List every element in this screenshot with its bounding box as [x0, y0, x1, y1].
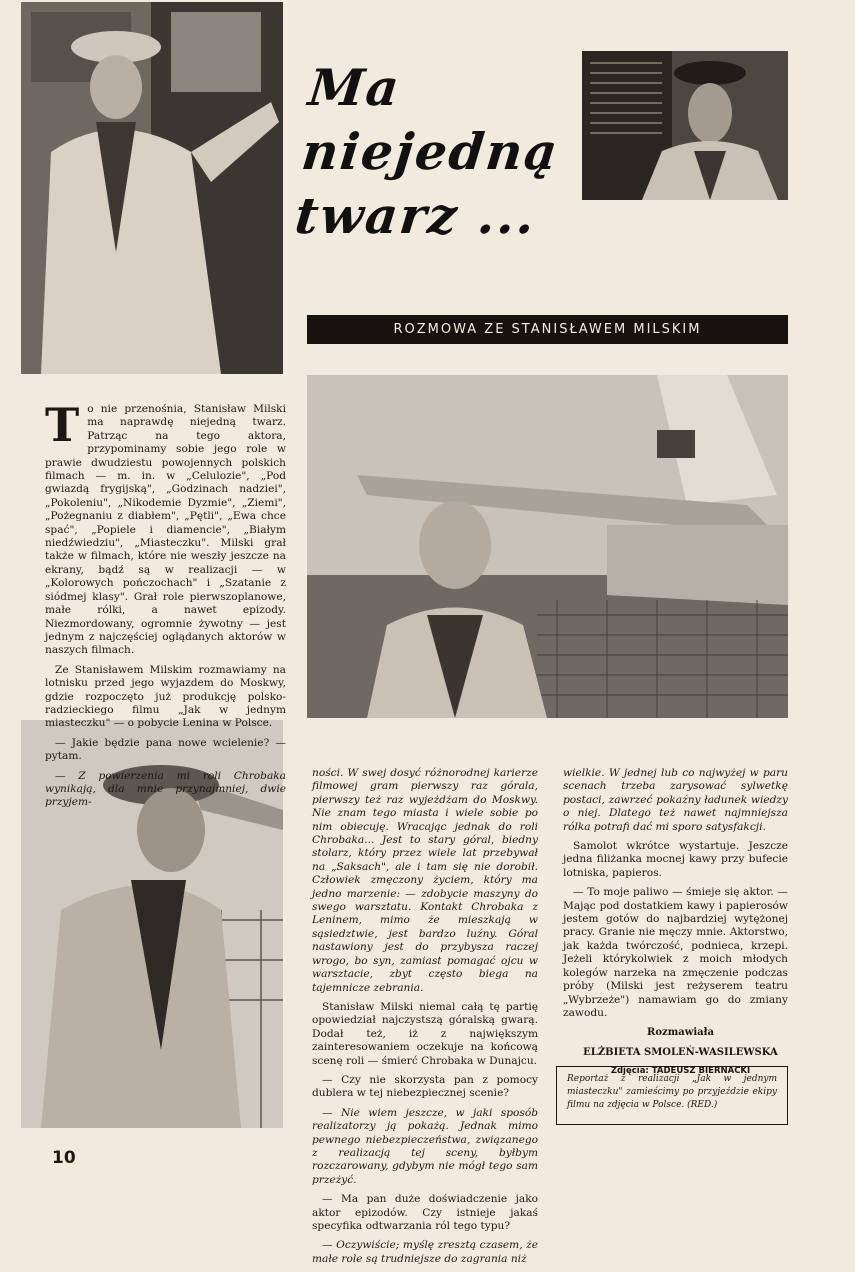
article-paragraph [45, 398, 286, 658]
photo-actor-departure-board [582, 51, 788, 200]
byline-label: Rozmawiała [647, 1027, 714, 1039]
photo-actor-bus-door [21, 2, 283, 374]
article-paragraph: ności. W swej dosyć różnorodnej karierze filmowej gram pierwszy raz górala, pierwszy też raz wyjeżdżam do Moskwy. Nie znam tego miasta i wiele sobie po nim obiecuję. Wracając jednak do roli Chrobaka... Jest to stary góral, biedny stolarz, który przez wiele lat przebywał na „Saksach", ale i tam się nie dorobił. Człowiek zmęczony życiem, który ma jedno marzenie: — zdobycie maszyny do swego warsztatu. Kontakt Chrobaka z Leninem, mimo że mieszkają w sąsiedztwie, jest bardzo luźny. Góral nastawiony jest do przybysza raczej wrogo, bo syn, zamiast pomagać ojcu w warsztacie, zbyt często biega na tajemnicze zebrania. [312, 767, 538, 994]
headline [292, 56, 582, 248]
article-paragraph: — Oczywiście; myślę zresztą czasem, że małe role są trudniejsze do zagrania niż [312, 1239, 538, 1265]
photo-credit: Zdjęcia: TADEUSZ BIERNACKI [610, 1066, 751, 1077]
photo-actor-airplane [307, 375, 788, 718]
article-column-1 [45, 398, 286, 816]
article-paragraph: — Jakie będzie pana nowe wcielenie? — pytam. [45, 736, 286, 763]
subtitle-banner: ROZMOWA ZE STANISŁAWEM MILSKIM [307, 315, 788, 344]
article-column-3 [563, 767, 788, 1085]
photo-actor-departure-board-graphic [582, 51, 788, 200]
page-number: 10 [52, 1148, 76, 1168]
byline-name: ELŻBIETA SMOLEŃ-WASILEWSKA [583, 1046, 778, 1058]
article-paragraph: — Nie wiem jeszcze, w jaki sposób realizatorzy ją pokażą. Jednak mimo pewnego niebezpieczeństwa, związanego z realizacją tej sceny, byłbym rozczarowany, gdybym nie mógł tego sam przeżyć. [312, 1106, 538, 1186]
article-paragraph: Ze Stanisławem Milskim rozmawiamy na lotnisku przed jego wyjazdem do Moskwy, gdzie rozpoczęto już produkcję polsko-radzieckiego filmu „Jak w jednym miasteczku" — o pobycie Lenina w Polsce. [45, 663, 286, 730]
article-paragraph: Samolot wkrótce wystartuje. Jeszcze jedna filiżanka mocnej kawy przy bufecie lotniska, papieros. [563, 840, 788, 879]
article-paragraph: — To moje paliwo — śmieje się aktor. — Mając pod dostatkiem kawy i papierosów jestem gotów do najbardziej wytężonej pracy. Granie nie męczy mnie. Aktorstwo, jak każda twórczość, podnieca, krzepi. Jeżeli którykolwiek z moich młodych kolegów narzeka na zmęczenie podczas próby (Milski jest reżyserem teatru „Wybrzeże") namawiam go do zmiany zawodu. [563, 886, 788, 1019]
article-paragraph: — Czy nie skorzysta pan z pomocy dublera w tej niebezpiecznej scenie? [312, 1073, 538, 1100]
article-paragraph: — Ma pan duże doświadczenie jako aktor epizodów. Czy istnieje jakaś specyfika odtwarzania ról tego typu? [312, 1193, 538, 1232]
article-paragraph: Stanisław Milski niemal całą tę partię opowiedział najczystszą góralską gwarą. Dodał też, iż z największym zainteresowaniem oczekuje na końcową scenę roli — śmierć Chrobaka w Dunajcu. [312, 1000, 538, 1067]
photo-actor-bus-door-graphic [21, 2, 283, 374]
photo-actor-airplane-graphic [307, 375, 788, 718]
article-lead-text: o nie przenośnia, Stanisław Milski ma naprawdę niejedną twarz. Patrząc na tego aktora, przypominamy sobie jego role w prawie dwudziestu powojennych polskich filmach — m. in. w „Celulozie", „Pod gwiazdą frygijską", „Godzinach nadziei", „Pokoleniu", „Nikodemie Dyzmie", „Ziemi", „Pożegnaniu z diabłem", „Pętli", „Ewa chce spać", „Popiele i diamencie", „Białym niedźwiedziu", „Miasteczku". Milski grał także w filmach, które nie weszły jeszcze na ekrany, bądź są w realizacji — w „Kolorowych pończochach" i „Szatanie z siódmej klasy". Grał role pierwszoplanowe, małe rólki, a nawet epizody. Niezmordowany, ogromnie żywotny — jest jednym z najczęściej oglądanych aktorów w naszych filmach. [45, 403, 286, 657]
editorial-note: Reportaż z realizacji „Jak w jednym miasteczku" zamieścimy po przyjeździe ekipy filmu na zdjęcia w Polsce. (RED.) [556, 1066, 788, 1125]
drop-cap: T [45, 398, 80, 452]
headline-line-3: twarz ... [292, 186, 540, 245]
headline-line-2: niejedną [298, 122, 562, 181]
headline-line-1: Ma [305, 58, 404, 117]
article-paragraph: — Z powierzenia mi roli Chrobaka wynikają, dla mnie przynajmniej, dwie przyjem- [45, 769, 286, 809]
article-column-2 [312, 767, 538, 1272]
article-paragraph: wielkie. W jednej lub co najwyżej w paru scenach trzeba zarysować sylwetkę postaci, zawrzeć pokaźny ładunek wiedzy o niej. Dlatego też nawet najmniejsza rólka potrafi dać mi sporo satysfakcji. [563, 767, 788, 833]
